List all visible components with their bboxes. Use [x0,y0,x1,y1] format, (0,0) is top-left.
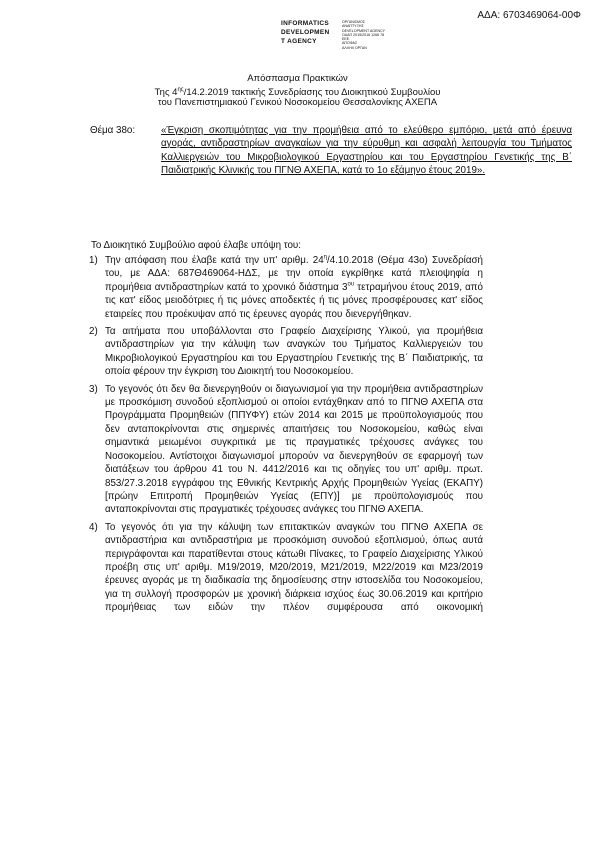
subject-text: «Έγκριση σκοπιμότητας για την προμήθεια από το ελεύθερο εμπόριο, μετά από έρευνα αγοράς, αντιδραστηρίων αναγκαίων για την εύρυθμη και ασφαλή λειτουργία του Τμήματος Καλλιεργειών του Μικροβιολογικού Εργαστηρίου και του Εργαστηρίου Γενετικής της Β΄ Παιδιατρικής Κλινικής του ΠΓΝΘ ΑΧΕΠΑ, κατά το 1ο εξάμηνο έτους 2019». [161,125,572,177]
list-item: 4) Το γεγονός ότι για την κάλυψη των επιτακτικών αναγκών του ΠΓΝΘ ΑΧΕΠΑ σε αντιδραστήρια και αντιδραστήρια με προσκόμιση συνοδού εξοπλισμού, όπως αυτά περιγράφονται και παρατίθενται στους κάτωθι Πίνακες, το Γραφείο Διαχείρισης Υλικού προέβη στις υπ' αριθμ. Μ19/2019, Μ20/2019, Μ21/2019, Μ22/2019 και Μ23/2019 έρευνες αγοράς με τη διαδικασία της δημοσίευσης στην ιστοσελίδα του Νοσοκομείου, για τη συλλογή προσφορών με χρονική διάρκεια ισχύος έως 30.06.2019 και κριτήριο προμήθειας των ειδών την πλέον συμφέρουσα από οικονομική [89,521,483,614]
considerations-list [89,254,483,619]
item-number: 3) [89,383,98,395]
item-number: 4) [89,521,98,533]
intro-text: Το Διοικητικό Συμβούλιο αφού έλαβε υπόψη του: [91,240,302,251]
subject-label: Θέμα 38ο: [90,125,136,136]
document-header [0,74,595,109]
list-item: 1) Την απόφαση που έλαβε κατά την υπ' αριθμ. $24^\eta/4.10.2018$ (Θέμα 43ο) Συνεδρίασή του, με ΑΔΑ: 687Θ469064-ΗΔΣ, με την οποία εγκρίθηκε κατά πλειοψηφία η προμήθεια αντιδραστηρίων κατά το χρονικό διάστημα $3^{o\upsilon}$ τετραμήνου έτους 2019, από τις κατ' είδος μειοδότριες ή τις μόνες αποδεκτές ή τις μόνες προσφέρουσες κατ' είδος εταιρείες που προέκυψαν από τις έρευνες αγοράς που διενεργήθηκαν. [89,254,483,320]
document-ada-code: ΑΔΑ: 6703469064-00Φ [477,10,581,21]
header-title: Απόσπασμα Πρακτικών [247,73,348,84]
header-session: Της $4^{\eta\varsigma}/14.2.2019$ τακτικής Συνεδρίασης του Διοικητικού Συμβουλίου [154,86,441,98]
item-number: 1) [89,255,98,266]
list-item: 2) Τα αιτήματα που υποβάλλονται στο Γραφείο Διαχείρισης Υλικού, για προμήθεια αντιδραστηρίων για την κάλυψη των αναγκών του Τμήματος Καλλιεργειών του Μικροβιολογικού Εργαστηρίου και του Εργαστηρίου Γενετικής της Β΄ Παιδιατρικής, τα οποία φέρουν την έγκριση του Διοικητή του Νοσοκομείου. [89,326,483,378]
list-item: 3) Το γεγονός ότι δεν θα διενεργηθούν οι διαγωνισμοί για την προμήθεια αντιδραστηρίων με προσκόμιση συνοδού εξοπλισμού οι οποίοι εντάχθηκαν από το ΠΓΝΘ ΑΧΕΠΑ στα Προγράμματα Προμηθειών (ΠΠΥΦΥ) ετών 2014 και 2015 με προϋπολογισμούς που δεν ανταποκρίνονται στις σημερινές απαιτήσεις του Νοσοκομείου, καθώς είναι σημαντικά μειωμένοι συγκριτικά με τις πραγματικές τρέχουσες ανάγκες του Νοσοκομείου. Αντίστοιχοι διαγωνισμοί μπορούν να διενεργηθούν σε εφαρμογή των διατάξεων του άρθρου 41 του Ν. 4412/2016 και τις οδηγίες του υπ' αριθμ. πρωτ. 853/27.3.2018 εγγράφου της Εθνικής Κεντρικής Αρχής Προμηθειών Υγείας (ΕΚΑΠΥ) [πρώην Επιτροπή Προμηθειών Υγείας (ΕΠΥ)] με προϋπολογισμούς που ανταποκρίνονται στις πραγματικές τρέχουσες ανάγκες του ΠΓΝΘ ΑΧΕΠΑ. [89,383,483,516]
header-hospital: του Πανεπιστημιακού Γενικού Νοσοκομείου Θεσσαλονίκης ΑΧΕΠΑ [157,97,438,109]
logo-subtext: ΟΡΓΑΝΙΣΜΟΣ ΑΝΑΠΤΥΞΗΣ DEVELOPMENT AGENCY ΟΔΑΠ 2015/2016 1266 78 ΕΕΕ ΑΠΟΦΑΣ ΑΛΛΗΛ ΟΡΓΑΝ [342,20,386,50]
logo-text: INFORMATICS DEVELOPMEN T AGENCY [281,20,330,45]
item-number: 2) [89,326,98,338]
agency-logo [281,19,385,50]
